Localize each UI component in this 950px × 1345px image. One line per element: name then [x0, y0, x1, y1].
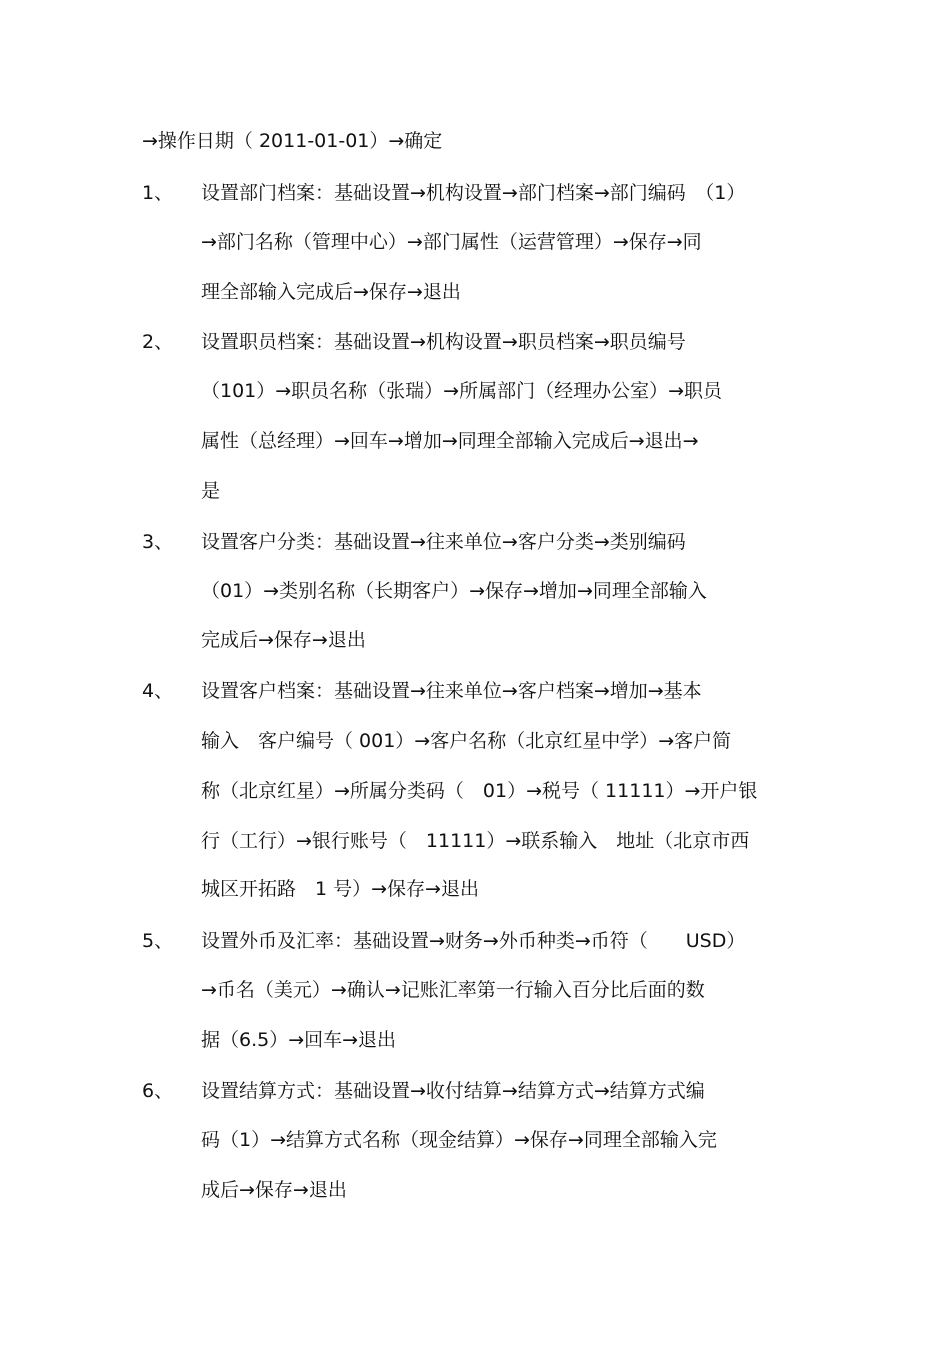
item-2-line-1: 设置职员档案：基础设置→机构设置→职员档案→职员编号: [201, 331, 686, 353]
item-4-line-1: 设置客户档案：基础设置→往来单位→客户档案→增加→基本: [201, 680, 702, 702]
item-6-number: 6、: [142, 1080, 174, 1102]
item-2-line-3: 属性（总经理）→回车→增加→同理全部输入完成后→退出→: [201, 430, 699, 452]
item-4-number: 4、: [142, 680, 174, 702]
item-5-line-1: 设置外币及汇率：基础设置→财务→外币种类→币符（ USD）: [201, 930, 746, 952]
item-6-line-3: 成后→保存→退出: [201, 1179, 347, 1201]
item-1-line-2: →部门名称（管理中心）→部门属性（运营管理）→保存→同: [201, 231, 702, 253]
intro-line: →操作日期（ 2011-01-01）→确定: [142, 130, 443, 152]
item-6-line-1: 设置结算方式：基础设置→收付结算→结算方式→结算方式编: [201, 1080, 705, 1102]
item-5-line-2: →币名（美元）→确认→记账汇率第一行输入百分比后面的数: [201, 979, 705, 1001]
item-2-line-2: （101）→职员名称（张瑞）→所属部门（经理办公室）→职员: [201, 380, 723, 402]
item-2-number: 2、: [142, 331, 174, 353]
item-5-line-3: 据（6.5）→回车→退出: [201, 1029, 397, 1051]
item-6-line-2: 码（1）→结算方式名称（现金结算）→保存→同理全部输入完: [201, 1129, 717, 1151]
item-4-line-3: 称（北京红星）→所属分类码（ 01）→税号（ 11111）→开户银: [201, 780, 758, 802]
item-2-line-4: 是: [201, 480, 221, 502]
item-1-line-3: 理全部输入完成后→保存→退出: [201, 281, 461, 303]
item-1-line-1: 设置部门档案：基础设置→机构设置→部门档案→部门编码 （1）: [201, 182, 746, 204]
item-3-number: 3、: [142, 531, 174, 553]
item-4-line-5: 城区开拓路 1 号）→保存→退出: [201, 878, 479, 900]
item-5-number: 5、: [142, 930, 174, 952]
item-4-line-2: 输入 客户编号（ 001）→客户名称（北京红星中学）→客户简: [201, 730, 732, 752]
item-3-line-3: 完成后→保存→退出: [201, 629, 366, 651]
item-1-number: 1、: [142, 182, 174, 204]
item-4-line-4: 行（工行）→银行账号（ 11111）→联系输入 地址（北京市西: [201, 830, 750, 852]
item-3-line-1: 设置客户分类：基础设置→往来单位→客户分类→类别编码: [201, 531, 686, 553]
item-3-line-2: （01）→类别名称（长期客户）→保存→增加→同理全部输入: [201, 580, 707, 602]
